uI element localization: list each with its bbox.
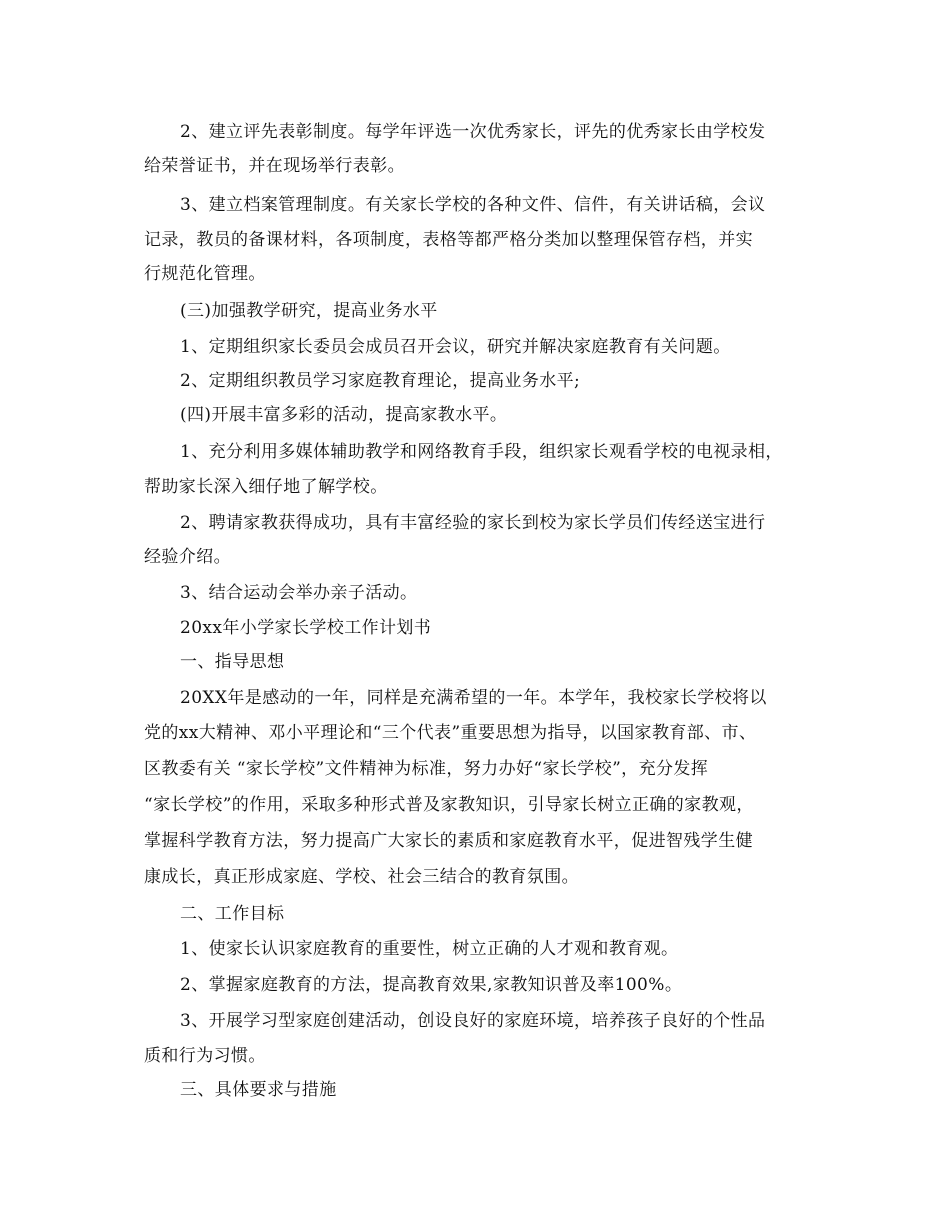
document-title: 20xx年小学家长学校工作计划书 [180, 618, 432, 638]
paragraph-line: 党的xx大精神、邓小平理论和“三个代表”重要思想为指导，以国家教育部、市、 [144, 723, 757, 743]
paragraph-line: 行规范化管理。 [144, 264, 266, 284]
paragraph-line: 2、聘请家教获得成功，具有丰富经验的家长到校为家长学员们传经送宝进行 [180, 513, 766, 533]
paragraph-line: 经验介绍。 [144, 547, 231, 567]
section-heading: (四)开展丰富多彩的活动，提高家教水平。 [180, 405, 508, 425]
paragraph-line: 1、充分利用多媒体辅助教学和网络教育手段，组织家长观看学校的电视录相， [180, 442, 783, 462]
paragraph-line: 帮助家长深入细仔地了解学校。 [144, 477, 388, 497]
paragraph-line: 20XX年是感动的一年，同样是充满希望的一年。本学年，我校家长学校将以 [180, 688, 767, 708]
paragraph-line: 3、开展学习型家庭创建活动，创设良好的家庭环境，培养孩子良好的个性品 [180, 1011, 766, 1031]
section-heading: 二、工作目标 [180, 904, 285, 924]
paragraph-line: 掌握科学教育方法，努力提高广大家长的素质和家庭教育水平，促进智残学生健 [144, 831, 753, 851]
section-heading: 三、具体要求与措施 [180, 1080, 337, 1100]
paragraph-line: 1、定期组织家长委员会成员召开会议，研究并解决家庭教育有关问题。 [180, 337, 731, 357]
section-heading: (三)加强教学研究，提高业务水平 [180, 301, 438, 321]
paragraph-line: 康成长，真正形成家庭、学校、社会三结合的教育氛围。 [144, 867, 579, 887]
paragraph-line: 质和行为习惯。 [144, 1046, 266, 1066]
paragraph-line: “家长学校”的作用，采取多种形式普及家教知识，引导家长树立正确的家教观， [144, 795, 754, 815]
paragraph-line: 3、结合运动会举办亲子活动。 [180, 583, 418, 603]
paragraph-line: 给荣誉证书，并在现场举行表彰。 [144, 156, 405, 176]
paragraph-line: 2、掌握家庭教育的方法，提高教育效果,家教知识普及率100%。 [180, 975, 683, 995]
paragraph-line: 2、建立评先表彰制度。每学年评选一次优秀家长，评先的优秀家长由学校发 [180, 122, 766, 142]
section-heading: 一、指导思想 [180, 652, 285, 672]
paragraph-line: 2、定期组织教员学习家庭教育理论，提高业务水平; [180, 371, 581, 391]
paragraph-line: 记录，教员的备课材料，各项制度，表格等都严格分类加以整理保管存档，并实 [144, 230, 753, 250]
paragraph-line: 1、使家长认识家庭教育的重要性，树立正确的人才观和教育观。 [180, 939, 679, 959]
paragraph-line: 3、建立档案管理制度。有关家长学校的各种文件、信件，有关讲话稿，会议 [180, 195, 766, 215]
paragraph-line: 区教委有关 “家长学校”文件精神为标准，努力办好“家长学校”，充分发挥 [144, 759, 709, 779]
